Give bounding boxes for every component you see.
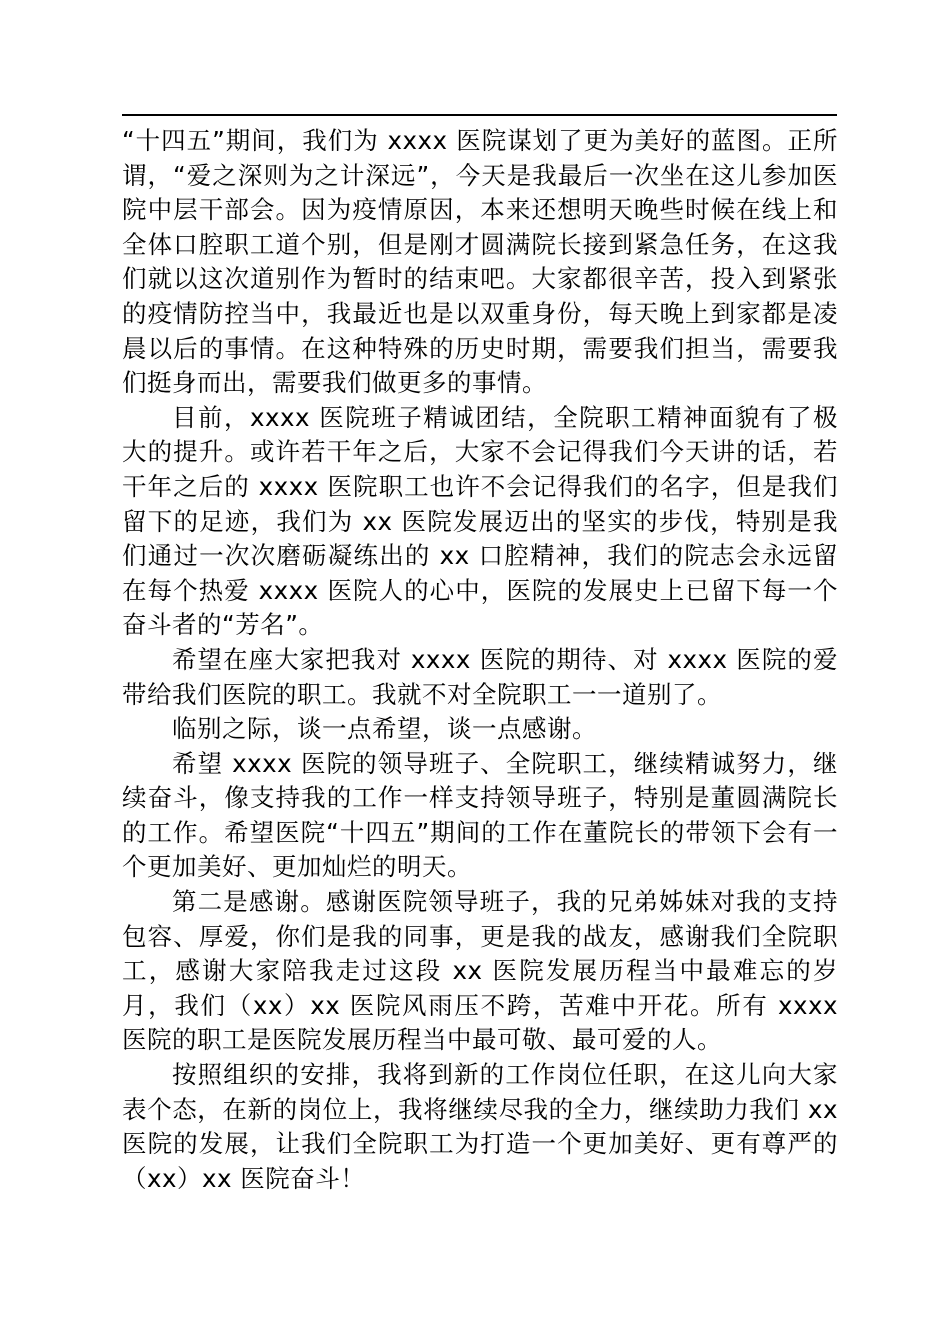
- header-rule: [122, 114, 837, 116]
- paragraph: “十四五”期间，我们为 xxxx 医院谋划了更为美好的蓝图。正所谓，“爱之深则为之计深远”，今天是我最后一次坐在这儿参加医院中层干部会。因为疫情原因，本来还想明天晚些时候在线上和全体口腔职工道个别，但是刚才圆满院长接到紧急任务，在这我们就以这次道别作为暂时的结束吧。大家都很辛苦，投入到紧张的疫情防控当中，我最近也是以双重身份，每天晚上到家都是凌晨以后的事情。在这种特殊的历史时期，需要我们担当，需要我们挺身而出，需要我们做更多的事情。: [122, 126, 838, 398]
- paragraph: 目前，xxxx 医院班子精诚团结，全院职工精神面貌有了极大的提升。或许若干年之后，大家不会记得我们今天讲的话，若干年之后的 xxxx 医院职工也许不会记得我们的名字，但是我们留下的足迹，我们为 xx 医院发展迈出的坚实的步伐，特别是我们通过一次次磨砺凝练出的 xx 口腔精神，我们的院志会永远留在每个热爱 xxxx 医院人的心中，医院的发展史上已留下每一个奋斗者的“芳名”。: [122, 402, 838, 640]
- paragraph: 希望在座大家把我对 xxxx 医院的期待、对 xxxx 医院的爱带给我们医院的职工。我就不对全院职工一一道别了。: [122, 644, 838, 709]
- paragraph: 希望 xxxx 医院的领导班子、全院职工，继续精诚努力，继续奋斗，像支持我的工作一样支持领导班子，特别是董圆满院长的工作。希望医院“十四五”期间的工作在董院长的带领下会有一个更加美好、更加灿烂的明天。: [122, 748, 838, 882]
- document-body: [122, 124, 838, 1196]
- paragraph: 按照组织的安排，我将到新的工作岗位任职，在这儿向大家表个态，在新的岗位上，我将继续尽我的全力，继续助力我们 xx 医院的发展，让我们全院职工为打造一个更加美好、更有尊严的（xx）xx 医院奋斗！: [122, 1060, 838, 1193]
- paragraph: 临别之际，谈一点希望，谈一点感谢。: [172, 714, 597, 744]
- paragraph: 第二是感谢。感谢医院领导班子，我的兄弟姊妹对我的支持包容、厚爱，你们是我的同事，更是我的战友，感谢我们全院职工，感谢大家陪我走过这段 xx 医院发展历程当中最难忘的岁月，我们（xx）xx 医院风雨压不跨，苦难中开花。所有 xxxx 医院的职工是医院发展历程当中最可敬、最可爱的人。: [122, 887, 838, 1055]
